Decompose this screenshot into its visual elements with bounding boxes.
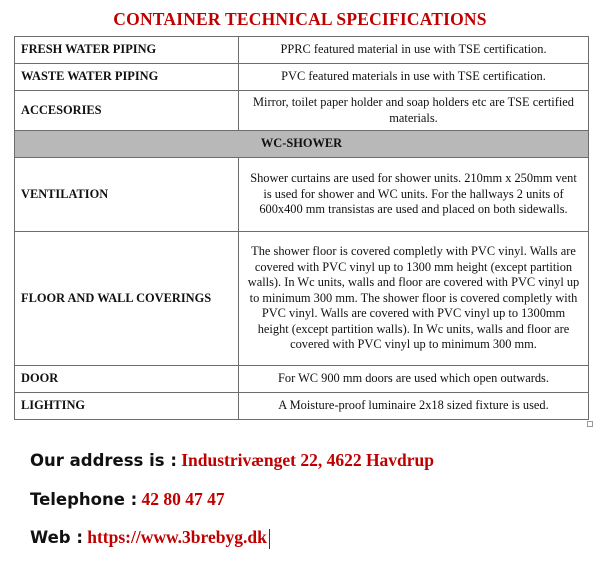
web-link[interactable]: https://www.3brebyg.dk [87, 527, 267, 547]
address-label: Our address is : [30, 451, 177, 470]
table-resize-handle[interactable] [587, 421, 593, 427]
address-line [30, 450, 434, 471]
row-value: A Moisture-proof luminaire 2x18 sized fixture is used. [239, 393, 589, 420]
row-value: The shower floor is covered completly with PVC vinyl. Walls are covered with PVC vinyl up to 1300 mm height (except partition walls). In Wc units, walls and floor are covered with PVC vinyl up to minimum 300 mm. The shower floor is covered completly with PVC vinyl. Walls are covered with PVC vinyl up to 1300mm height (except partition walls). In Wc units, walls and floor are covered with PVC vinyl up to minimum 300 mm. [239, 232, 589, 366]
page-title: CONTAINER TECHNICAL SPECIFICATIONS [113, 9, 487, 29]
row-label: LIGHTING [15, 393, 239, 420]
row-label: ACCESORIES [15, 91, 239, 131]
table-row [15, 158, 589, 232]
table-row [15, 393, 589, 420]
row-label: FRESH WATER PIPING [15, 37, 239, 64]
specifications-table [14, 36, 589, 420]
telephone-label: Telephone : [30, 490, 138, 509]
row-value: Shower curtains are used for shower units. 210mm x 250mm vent is used for shower and WC units. For the hallways 2 units of 600x400 mm transistas are used and placed on both sidewalls. [239, 158, 589, 232]
row-value: Mirror, toilet paper holder and soap holders etc are TSE certified materials. [239, 91, 589, 131]
web-label: Web : [30, 528, 83, 547]
section-header: WC-SHOWER [15, 131, 589, 158]
row-label: VENTILATION [15, 158, 239, 232]
table-row [15, 232, 589, 366]
row-value: PVC featured materials in use with TSE certification. [239, 64, 589, 91]
row-label: WASTE WATER PIPING [15, 64, 239, 91]
table-row [15, 64, 589, 91]
text-cursor [269, 529, 270, 549]
telephone-line [30, 489, 225, 510]
table-row [15, 91, 589, 131]
row-value: For WC 900 mm doors are used which open outwards. [239, 366, 589, 393]
telephone-value: 42 80 47 47 [141, 489, 225, 509]
row-value: PPRC featured material in use with TSE certification. [239, 37, 589, 64]
table-row [15, 366, 589, 393]
table-row [15, 37, 589, 64]
web-line [30, 527, 270, 549]
row-label: FLOOR AND WALL COVERINGS [15, 232, 239, 366]
row-label: DOOR [15, 366, 239, 393]
address-value: Industrivænget 22, 4622 Havdrup [181, 450, 435, 470]
section-header-row [15, 131, 589, 158]
